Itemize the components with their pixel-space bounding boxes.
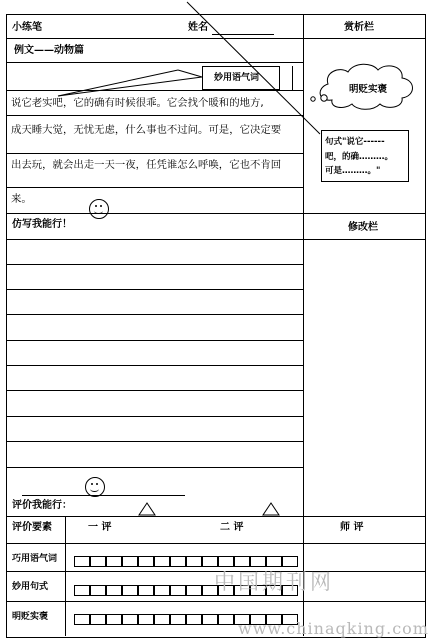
revise-header: 修改栏 [348,222,378,233]
pattern-line-3: 可是………。" [325,166,381,176]
imitate-label: 仿写我能行！ [12,219,72,230]
col-elements: 评价要素 [12,522,52,533]
eval-row-label: 妙用句式 [12,582,49,592]
name-label: 姓名 [188,22,208,33]
eval-row-label: 巧用语气词 [12,554,58,564]
col-second: 二 评 [220,522,244,533]
col-teacher: 师 评 [340,522,364,533]
example-line-2: 成天睡大觉，无忧无虑，什么事也不过问。可是，它决定要 [11,124,282,136]
cloud-text: 明贬实褒 [349,84,388,95]
evaluate-label: 评价我能行： [12,500,72,511]
col-first: 一 评 [88,522,112,533]
example-title: 例文——动物篇 [14,45,84,56]
watermark-url: www.chinaqking.com [238,619,429,638]
eval-row-label: 明贬实褒 [12,612,49,622]
example-line-3: 出去玩，就会出走一天一夜，任凭谁怎么呼唤，它也不肯回 [11,159,282,171]
example-line-1: 说它老实吧，它的确有时候很乖。它会找个暖和的地方, [11,97,264,109]
worksheet-title: 小练笔 [12,22,42,33]
example-line-4: 来。 [11,193,32,205]
pattern-line-1: 句式"说它------ [325,137,385,147]
watermark-cn: 中国期刊网 [214,570,334,594]
mood-word-label: 妙用语气词 [214,73,260,83]
pattern-line-2: 吧，的确………。 [325,152,394,162]
appreciation-header: 赏析栏 [344,22,374,33]
